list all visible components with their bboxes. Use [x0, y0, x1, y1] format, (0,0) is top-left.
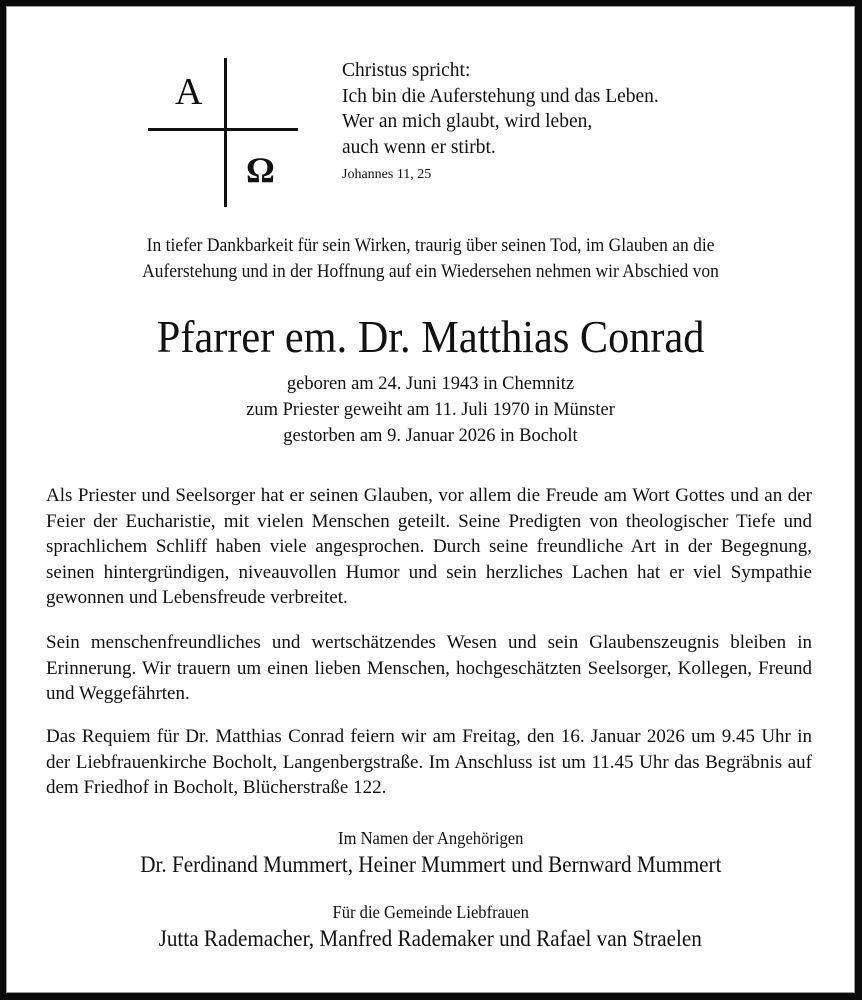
death-date: gestorben am 9. Januar 2026 in Bocholt [283, 426, 578, 446]
deceased-name-text: Pfarrer em. Dr. Matthias Conrad [156, 311, 705, 362]
intro-text [6, 233, 855, 285]
paragraph-text: Als Priester und Seelsorger hat er seinen Glauben, vor allem die Freude am Wort Gottes und an der Feier der Eucharistie, mit vielen Menschen geteilt. Seine Predigten von theologischer Tiefe und sprachlichem Schliff haben viele angesprochen. Durch seine freundliche Art in der Begegnung, seinen hintergründigen, niveauvollen Humor und sein herzliches Lachen hat er viel Sympathie gewonnen und Lebensfreude verbreitet. [46, 485, 812, 608]
requiem-paragraph [46, 724, 812, 801]
alpha-letter: A [175, 71, 203, 113]
deceased-name [6, 309, 855, 365]
quote-line: auch wenn er stirbt. [342, 136, 496, 158]
quote-reference: Johannes 11, 25 [342, 167, 432, 182]
tribute-paragraph [46, 483, 812, 611]
alpha-omega-cross-icon [148, 50, 308, 210]
obituary-notice [6, 6, 855, 993]
signature-label: Für die Gemeinde Liebfrauen [332, 902, 529, 922]
quote-line: Christus spricht: [342, 60, 471, 81]
omega-letter: Ω [246, 150, 275, 190]
cross-horizontal-bar [148, 128, 298, 131]
signature-names: Dr. Ferdinand Mummert, Heiner Mummert und Bernward Mummert [139, 852, 722, 877]
cross-vertical-bar [224, 58, 227, 207]
signature-label: Im Namen der Angehörigen [337, 828, 524, 848]
signature-parish [6, 900, 855, 954]
signature-family [6, 826, 855, 880]
paragraph-text: Sein menschenfreundliches und wertschätzendes Wesen und sein Glaubenszeugnis bleiben in Erinnerung. Wir trauern um einen lieben Menschen, hochgeschätzten Seelsorger, Kollegen, Freund und Weggefährten. [46, 632, 812, 704]
paragraph-text: Das Requiem für Dr. Matthias Conrad feiern wir am Freitag, den 16. Januar 2026 um 9.45 Uhr in der Liebfrauenkirche Bocholt, Langenbergstraße. Im Anschluss ist um 11.45 Uhr das Begräbnis auf dem Friedhof in Bocholt, Blücherstraße 122. [46, 726, 812, 798]
intro-line: Auferstehung und in der Hoffnung auf ein Wiedersehen nehmen wir Abschied von [142, 261, 719, 282]
ordination-date: zum Priester geweiht am 11. Juli 1970 in Münster [246, 400, 615, 420]
signature-names: Jutta Rademacher, Manfred Rademaker und Rafael van Straelen [158, 926, 703, 951]
birth-date: geboren am 24. Juni 1943 in Chemnitz [286, 374, 575, 394]
bible-quote [342, 58, 659, 184]
remembrance-paragraph [46, 630, 812, 707]
quote-line: Ich bin die Auferstehung und das Leben. [342, 85, 659, 107]
intro-line: In tiefer Dankbarkeit für sein Wirken, traurig über seinen Tod, im Glauben an die [146, 235, 715, 256]
life-dates [6, 371, 855, 449]
quote-line: Wer an mich glaubt, wird leben, [342, 111, 593, 132]
